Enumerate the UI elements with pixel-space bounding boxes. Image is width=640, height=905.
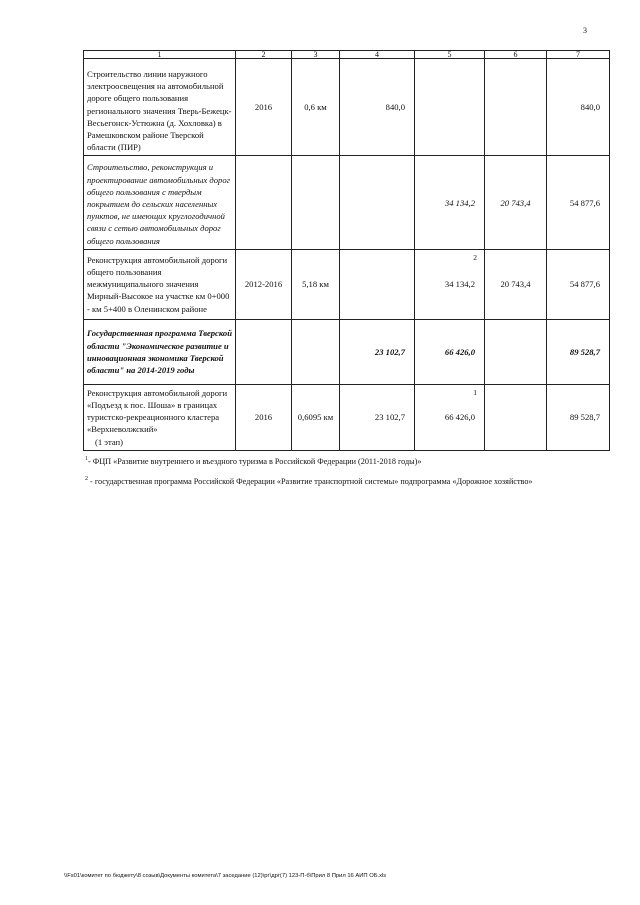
object-name-text: Реконструкция автомобильной дороги «Подъезд к пос. Шоша» в границах туристско-рекреационного кластера «Верхневолжский» [87,387,228,435]
amount-cell-col6: 20 743,4 [485,156,547,249]
amount-cell-col6 [485,59,547,156]
object-name-stage: (1 этап) [95,436,124,447]
amount-cell-col6 [485,384,547,450]
length-cell [292,319,340,384]
object-name-cell: Строительство, реконструкция и проектирование автомобильных дорог общего пользования с твердым покрытием до сельских населенных пунктов, не имеющих круглогодичной связи с сетью автомобильных дорог общего пользования [84,156,236,249]
column-header: 5 [415,51,485,59]
footnote-mark: 2 [85,476,88,482]
column-header: 7 [547,51,610,59]
amount-cell-col5: 34 134,2 [415,156,485,249]
table-row [84,59,610,156]
footnote-text: - ФЦП «Развитие внутреннего и въездного туризма в Российской Федерации (2011-2018 годы)» [88,457,422,466]
object-name-cell [84,384,236,450]
amount-cell-col7: 840,0 [547,59,610,156]
amount-cell-col4 [340,249,415,319]
amount-cell-col6: 20 743,4 [485,249,547,319]
column-header: 6 [485,51,547,59]
footnote-marker: 2 [473,252,477,262]
footnote-2 [85,476,533,486]
amount-cell-col7: 89 528,7 [547,384,610,450]
length-cell: 0,6095 км [292,384,340,450]
amount-cell-col5 [415,249,485,319]
amount-cell-col7: 89 528,7 [547,319,610,384]
amount-cell-col7: 54 877,6 [547,249,610,319]
footnote-mark: 1 [85,456,88,462]
length-cell: 5,18 км [292,249,340,319]
object-name-cell: Государственная программа Тверской области "Экономическое развитие и инновационная экономика Тверской области" на 2014-2019 годы [84,319,236,384]
amount-cell-col4: 840,0 [340,59,415,156]
year-cell: 2016 [236,384,292,450]
amount-cell-col5 [415,59,485,156]
column-header: 1 [84,51,236,59]
object-name-cell: Строительство линии наружного электроосвещения на автомобильной дороге общего пользования регионального значения Тверь-Бежецк-Весьегонск-Устюжна (д. Хохловка) в Рамешковском районе Тверской области (ПИР) [84,59,236,156]
footnote-text: - государственная программа Российской Федерации «Развитие транспортной системы» подпрограмма «Дорожное хозяйство» [90,477,533,486]
length-cell [292,156,340,249]
amount-cell-col5: 66 426,0 [415,319,485,384]
year-cell: 2012-2016 [236,249,292,319]
column-header: 3 [292,51,340,59]
footnote-1 [85,456,421,466]
column-header: 2 [236,51,292,59]
amount-cell-col5 [415,384,485,450]
table-header-row [84,51,610,59]
amount-value: 34 134,2 [444,279,475,290]
column-header: 4 [340,51,415,59]
amount-cell-col4: 23 102,7 [340,384,415,450]
amount-cell-col4: 23 102,7 [340,319,415,384]
table-row [84,319,610,384]
length-cell: 0,6 км [292,59,340,156]
year-cell [236,156,292,249]
footnote-marker: 1 [473,387,477,397]
amount-value: 66 426,0 [444,412,475,423]
amount-cell-col7: 54 877,6 [547,156,610,249]
page-number: 3 [583,26,587,35]
table-row [84,249,610,319]
file-path-footer: \\Fs01\комитет по бюджету\8 созыв\Документы комитета\7 заседание (12)\рг\дрг(7) 123-П-б\Прил 8 Прил 16 АИП ОБ.xls [64,873,387,879]
table-row [84,156,610,249]
object-name-cell: Реконструкция автомобильной дороги общего пользования межмуниципального значения Мирный-Высокое на участке км 0+000 - км 5+400 в Оленинском районе [84,249,236,319]
investment-program-table [83,50,610,451]
table-row [84,384,610,450]
year-cell: 2016 [236,59,292,156]
amount-cell-col6 [485,319,547,384]
year-cell [236,319,292,384]
amount-cell-col4 [340,156,415,249]
